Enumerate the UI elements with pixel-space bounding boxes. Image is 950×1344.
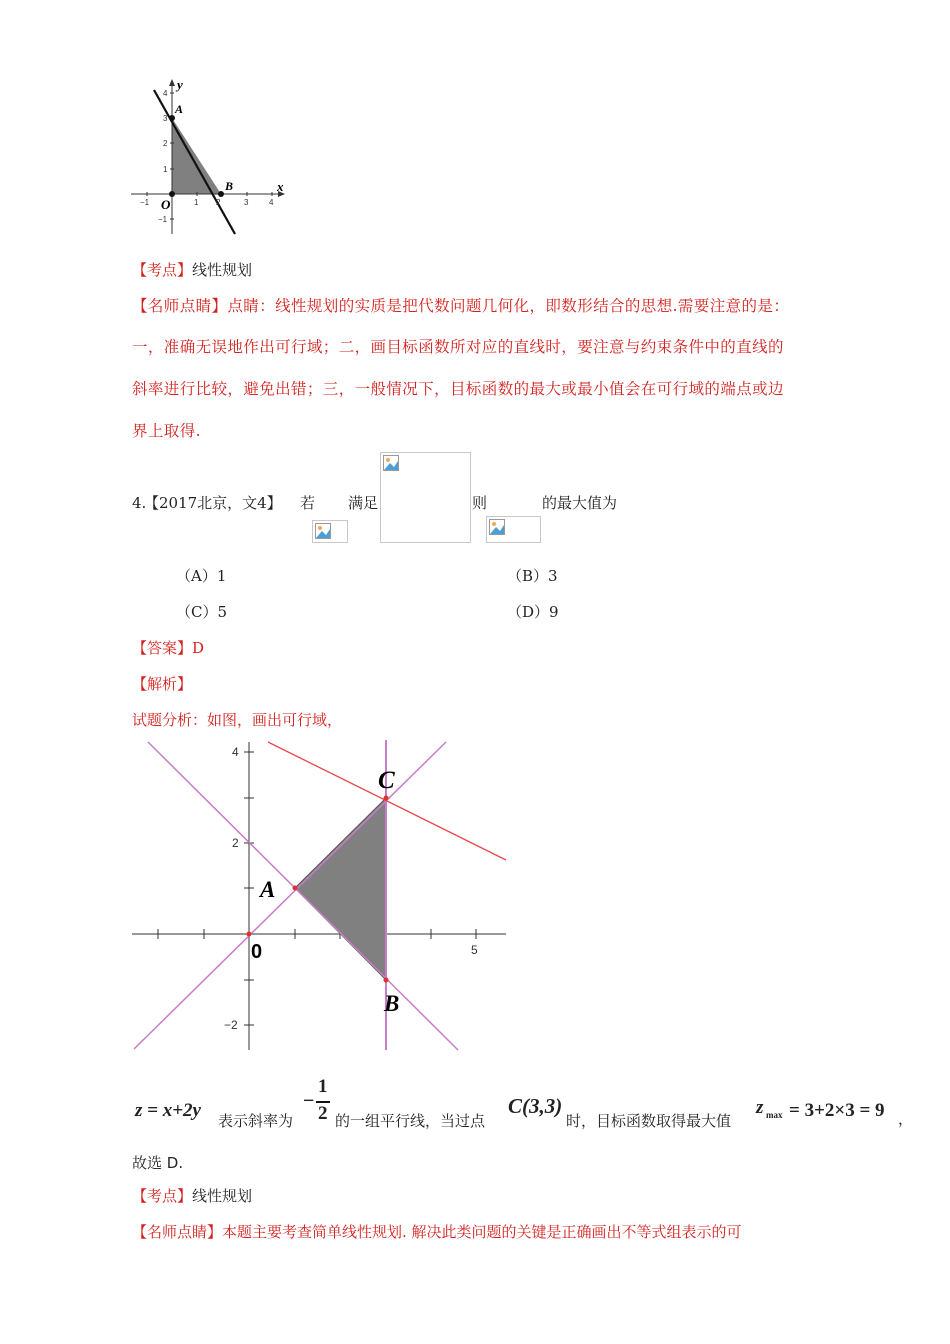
- option-c: （C）5: [176, 603, 228, 621]
- teacher-label: 【名师点睛】: [132, 1223, 223, 1241]
- x-axis-label: x: [277, 179, 284, 194]
- option-b: （B）3: [507, 567, 558, 585]
- point-origin: [247, 932, 252, 937]
- explanation-text-1: 表示斜率为: [218, 1112, 294, 1130]
- kaodian-1: [132, 260, 252, 280]
- tick-y-2: 2: [232, 836, 239, 850]
- option-a: （A）1: [176, 567, 227, 585]
- tick-y-4: 4: [232, 745, 239, 759]
- tick-x-neg1: −1: [140, 198, 150, 207]
- fraction-sign: −: [303, 1090, 315, 1112]
- feasible-region-graph-1: [128, 76, 293, 238]
- teacher-note-2: [132, 1222, 742, 1242]
- teacher-note-line-4: 界上取得.: [132, 422, 201, 440]
- broken-image-constraints: [380, 452, 471, 543]
- objective-equation: z = x+2y: [135, 1100, 201, 1121]
- explanation-text-2: 的一组平行线，当过点: [335, 1112, 486, 1130]
- answer-label: 【答案】: [132, 639, 193, 657]
- teacher-note-line-3: 斜率进行比较，避免出错；三，一般情况下，目标函数的最大或最小值会在可行域的端点或边: [132, 380, 784, 398]
- label-a: A: [175, 102, 184, 116]
- label-b: B: [384, 991, 400, 1016]
- broken-image-objective: [486, 516, 541, 543]
- broken-image-xy: [312, 520, 348, 543]
- broken-image-icon: [489, 519, 505, 535]
- question-word-manzu: 满足: [348, 494, 379, 512]
- point-b: [384, 978, 389, 983]
- tick-x-1: 1: [194, 198, 199, 207]
- kaodian-text: 线性规划: [192, 1187, 253, 1205]
- tick-x-3: 3: [244, 198, 249, 207]
- point-c3-3: C(3,3): [508, 1094, 563, 1118]
- answer-value: D: [192, 639, 205, 657]
- point-b: [218, 191, 224, 197]
- teacher-label: 【名师点睛】: [132, 297, 228, 315]
- tick-x-5: 5: [471, 943, 478, 957]
- analysis-intro: 试题分析：如图，画出可行域，: [132, 711, 343, 729]
- question-word-ruo: 若: [300, 494, 316, 512]
- kaodian-label: 【考点】: [132, 261, 193, 279]
- option-d: （D）9: [507, 603, 559, 621]
- y-axis-arrow: [169, 79, 175, 86]
- fraction-numerator: 1: [318, 1076, 328, 1097]
- tick-y-2: 2: [163, 139, 168, 148]
- tick-y-4: 4: [163, 89, 168, 98]
- question-number: 4.: [132, 494, 147, 512]
- feasible-region-graph-2: [130, 740, 508, 1052]
- broken-image-icon: [315, 523, 331, 539]
- label-o: O: [161, 197, 171, 212]
- tick-x-2: 2: [216, 198, 221, 207]
- point-c: [384, 796, 389, 801]
- label-a: A: [260, 877, 276, 902]
- zmax-z: z: [756, 1097, 764, 1118]
- line-x-plus-y-equals-2: [148, 742, 458, 1050]
- question-word-max: 的最大值为: [542, 494, 618, 512]
- tick-y-neg1: −1: [158, 215, 168, 224]
- teacher-note-line-2: 一，准确无误地作出可行域；二，画目标函数所对应的直线时，要注意与约束条件中的直线的: [132, 338, 784, 356]
- teacher-note-line-1: 【名师点睛】点睛：线性规划的实质是把代数问题几何化，即数形结合的思想.需要注意的是：: [132, 297, 790, 315]
- label-origin: 0: [251, 941, 263, 963]
- conclusion: 故选 D.: [132, 1154, 184, 1172]
- tick-y-neg2: −2: [224, 1018, 238, 1032]
- explanation-comma: ，: [898, 1110, 914, 1128]
- boundary-line: [154, 90, 235, 234]
- tick-y-3: 3: [163, 114, 168, 123]
- zmax-value: = 3+2×3 = 9: [789, 1100, 885, 1121]
- label-c: C: [378, 767, 395, 794]
- shaded-region: [295, 798, 386, 980]
- y-axis-label: y: [177, 77, 183, 92]
- analysis-label: 【解析】: [132, 675, 193, 693]
- question-source: 【2017北京，文4】: [144, 494, 282, 512]
- broken-image-icon: [383, 455, 399, 471]
- label-b: B: [225, 179, 234, 193]
- answer: [132, 638, 204, 658]
- point-a: [293, 886, 298, 891]
- explanation-text-3: 时，目标函数取得最大值: [566, 1112, 732, 1130]
- kaodian-text: 线性规划: [192, 261, 253, 279]
- shaded-region: [172, 118, 221, 194]
- zmax-subscript: max: [766, 1110, 783, 1120]
- kaodian-2: [132, 1186, 252, 1206]
- tick-y-1: 1: [163, 165, 168, 174]
- kaodian-label: 【考点】: [132, 1187, 193, 1205]
- fraction-denominator: 2: [318, 1103, 328, 1124]
- question-word-ze: 则: [472, 494, 488, 512]
- teacher-text: 本题主要考查简单线性规划. 解决此类问题的关键是正确画出不等式组表示的可: [222, 1223, 742, 1241]
- tick-x-4: 4: [269, 198, 274, 207]
